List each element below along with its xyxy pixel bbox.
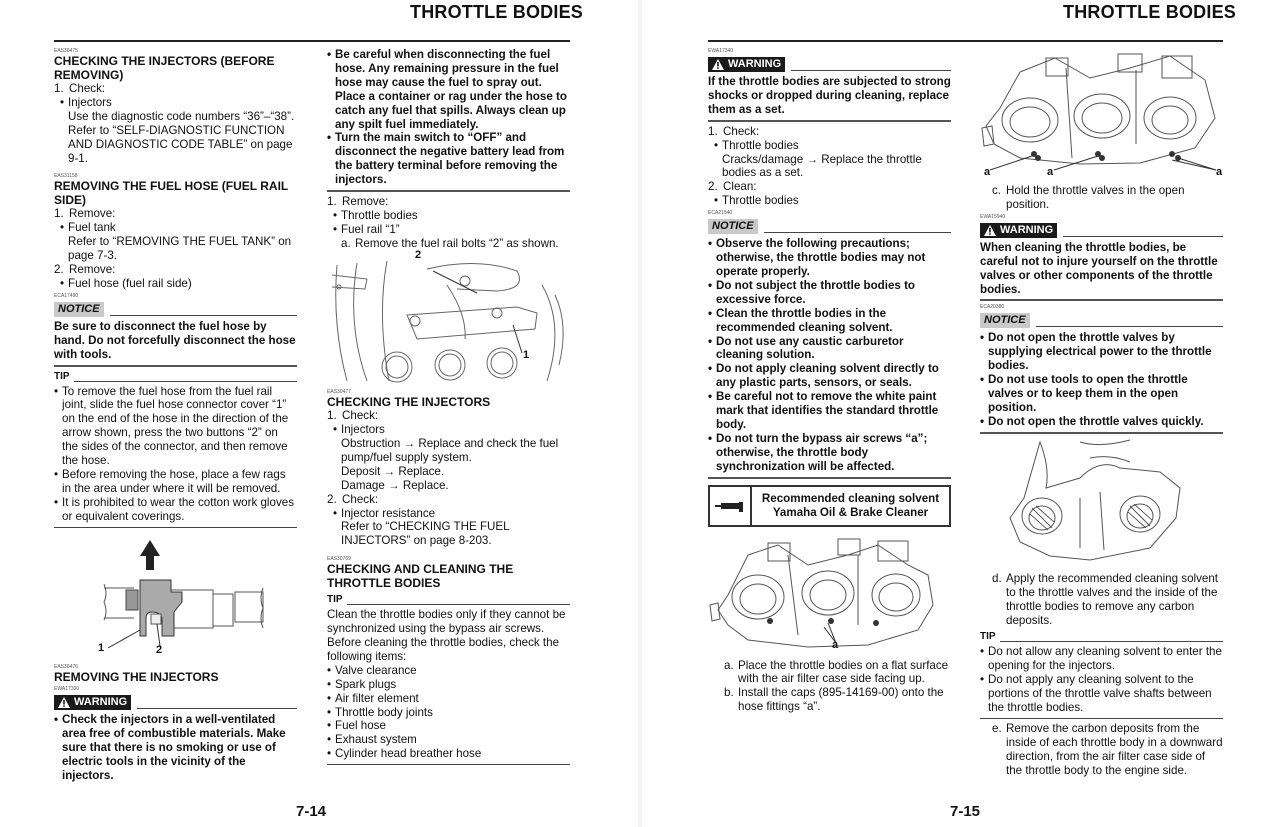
divider — [980, 432, 1223, 434]
warning-badge: WARNING — [54, 695, 131, 710]
fuel-rail-figure — [327, 248, 570, 383]
warning-code: EWA17340 — [708, 48, 734, 54]
arrow-up-icon — [146, 554, 154, 570]
section-heading: REMOVING THE INJECTORS — [54, 669, 219, 684]
step-item: 1. Remove: — [54, 207, 116, 221]
figure-label: a — [984, 166, 991, 178]
throttle-bodies-figure — [708, 535, 951, 655]
step-item: 1. Remove: — [327, 195, 389, 209]
bullet-item: • Injectors — [60, 95, 112, 109]
right-column-2 — [980, 46, 1223, 777]
divider — [327, 190, 570, 192]
throttle-cleaning-diagram — [980, 438, 1223, 568]
step-text: Cracks/damage → Replace the throttle bodies as a set. — [722, 152, 922, 180]
notice-header — [980, 313, 1223, 328]
notice-item: • Do not use any caustic carburetor cleaning solution. — [708, 334, 904, 362]
throttle-bodies-diagram — [708, 535, 951, 655]
notice-item: • Do not open the throttle valves quickly. — [980, 414, 1204, 428]
section-code: EAS30477 — [327, 388, 351, 395]
right-page — [642, 0, 1280, 827]
warning-badge: WARNING — [708, 57, 785, 72]
header-rule — [708, 40, 1223, 42]
step-text: Deposit → Replace. — [341, 464, 445, 478]
sub-step: d. Apply the recommended cleaning solvent to the throttle valves and the inside of the throttle bodies to remove any carbon deposits. — [992, 571, 1219, 627]
step-item: 1. Check: — [54, 82, 106, 95]
notice-item: • Do not subject the throttle bodies to excessive force. — [708, 278, 916, 306]
tip-label: TIP — [327, 594, 343, 606]
bullet-item: • Injectors — [333, 423, 385, 437]
figure-label: 1 — [523, 348, 530, 361]
section-code: EAS30769 — [327, 556, 351, 563]
bullet-item: • Fuel tank — [60, 221, 116, 235]
tip-item: • It is prohibited to wear the cotton work gloves or equivalent coverings. — [54, 495, 294, 523]
tip-item: • Fuel hose — [327, 719, 386, 733]
notice-text: Be sure to disconnect the fuel hose by hand. Do not forcefully disconnect the hose with tools. — [54, 319, 296, 361]
notice-code: ECA17490 — [54, 292, 79, 299]
warning-header — [980, 223, 1223, 238]
warning-triangle-icon — [984, 225, 996, 236]
warning-code: EWA15940 — [980, 213, 1006, 220]
tip-text: Clean the throttle bodies only if they cannot be synchronized using the bypass air screws. Before cleaning the throttle bodies, check the following items: — [327, 608, 566, 663]
solvent-label: Recommended cleaning solvent — [761, 491, 940, 505]
divider — [54, 527, 297, 528]
section-heading: CHECKING THE INJECTORS — [327, 394, 491, 409]
bullet-item: • Fuel rail “1” — [333, 222, 400, 236]
left-column-2 — [327, 46, 570, 768]
bullet-item: • Fuel hose (fuel rail side) — [60, 276, 192, 290]
step-item: 1. Check: — [708, 124, 760, 138]
recommended-solvent-box — [708, 485, 951, 527]
tip-item: • Air filter element — [327, 691, 419, 705]
tip-label: TIP — [54, 370, 70, 382]
step-item: 2. Remove: — [54, 263, 116, 277]
sub-step: a. Remove the fuel rail bolts “2” as shown. — [341, 236, 559, 250]
warning-code: EWA17330 — [54, 686, 80, 693]
sub-step: e. Remove the carbon deposits from the inside of each throttle body in a downward direction, from the air filter case side of the throttle body to the engine side. — [992, 721, 1223, 777]
sub-step: c. Hold the throttle valves in the open position. — [992, 184, 1185, 211]
left-column-1 — [54, 46, 297, 783]
tip-item: • Cylinder head breather hose — [327, 747, 482, 761]
warning-text: If the throttle bodies are subjected to strong shocks or dropped during cleaning, replace them as a set. — [708, 75, 951, 116]
tip-item: • To remove the fuel hose from the fuel rail joint, slide the fuel hose connector cover “1” on the end of the hose in the direction of the arrow shown, press the two buttons “2” on the sides of the connector, and then remove the hose. — [54, 384, 289, 468]
fuel-rail-diagram — [327, 255, 570, 383]
figure-label: 2 — [156, 643, 163, 656]
tip-item: • Valve clearance — [327, 663, 417, 677]
tip-header — [980, 630, 1223, 644]
divider — [54, 365, 297, 367]
notice-label: NOTICE — [980, 313, 1030, 328]
tip-item: • Exhaust system — [327, 733, 417, 747]
step-text: Use the diagnostic code numbers “36”–“38”. Refer to “SELF-DIAGNOSTIC FUNCTION AND DIAGNOSTIC CODE TABLE” on page 9-1. — [68, 109, 295, 165]
notice-item: • Observe the following precautions; otherwise, the throttle bodies may not operate properly. — [708, 237, 926, 278]
step-text: Refer to “CHECKING THE FUEL INJECTORS” on page 8-203. — [341, 520, 510, 548]
connector-diagram — [54, 532, 297, 660]
step-item: 2. Check: — [327, 492, 379, 506]
section-code: EAS31158 — [54, 173, 78, 180]
page-title: THROTTLE BODIES — [1063, 2, 1236, 22]
bullet-item: • Throttle bodies — [714, 194, 799, 208]
step-text: Damage → Replace. — [341, 478, 449, 492]
bullet-item: • Injector resistance — [333, 506, 436, 520]
section-heading: CHECKING AND CLEANING THE THROTTLE BODIES — [327, 562, 514, 590]
divider — [708, 477, 951, 479]
divider — [980, 299, 1223, 301]
warning-item: • Turn the main switch to “OFF” and disconnect the negative battery lead from the battery terminal before removing the injectors. — [327, 131, 565, 187]
sub-step: a. Place the throttle bodies on a flat surface with the air filter case side facing up. — [724, 658, 949, 686]
warning-header — [708, 57, 951, 72]
warning-item: • Be careful when disconnecting the fuel hose. Any remaining pressure in the fuel hose may cause the fuel to spray out. Place a container or rag under the hose to catch any fuel that spills. Always clean up any spilt fuel immediately. — [327, 48, 567, 131]
section-heading: REMOVING THE FUEL HOSE (FUEL RAIL SIDE) — [54, 179, 289, 207]
tip-item: • Before removing the hose, place a few rags in the area under where it will be removed. — [54, 467, 286, 495]
notice-item: • Do not turn the bypass air screws “a”; otherwise, the throttle body synchronization will be affected. — [708, 431, 928, 473]
tip-item: • Do not allow any cleaning solvent to enter the opening for the injectors. — [980, 645, 1222, 673]
step-item: 1. Check: — [327, 409, 379, 423]
section-code: EAS30475 — [54, 48, 78, 54]
section-code: EAS30476 — [54, 663, 78, 670]
bullet-item: • Throttle bodies — [714, 138, 799, 152]
divider — [708, 120, 951, 122]
step-item: 2. Clean: — [708, 180, 757, 194]
fuel-hose-connector-figure — [54, 532, 297, 660]
tip-item: • Do not apply any cleaning solvent to the portions of the throttle valve shafts between the throttle bodies. — [980, 673, 1212, 714]
cleaning-figure — [980, 438, 1223, 568]
solvent-name: Yamaha Oil & Brake Cleaner — [772, 505, 929, 519]
figure-label: a — [1216, 166, 1223, 178]
warning-item: • Check the injectors in a well-ventilated area free of combustible materials. Make sure that there is no smoking or use of electric tools in the vicinity of the injectors. — [54, 713, 286, 782]
page-number: 7-14 — [296, 803, 327, 820]
page-number: 7-15 — [950, 803, 981, 820]
tip-item: • Throttle body joints — [327, 705, 433, 719]
notice-label: NOTICE — [54, 302, 104, 317]
page-title: THROTTLE BODIES — [410, 2, 583, 22]
header-rule — [54, 40, 570, 42]
sub-step: b. Install the caps (895-14169-00) onto the hose fittings “a”. — [724, 686, 944, 714]
notice-header — [708, 219, 951, 234]
step-text: Obstruction → Replace and check the fuel pump/fuel supply system. — [341, 437, 559, 464]
notice-code: ECA21540 — [708, 210, 733, 217]
warning-triangle-icon — [712, 59, 724, 70]
throttle-valves-diagram — [980, 48, 1223, 180]
notice-item: • Do not apply cleaning solvent directly to any plastic parts, sensors, or seals. — [708, 362, 939, 390]
notice-item: • Be careful not to remove the white paint mark that identifies the standard throttle body. — [708, 390, 939, 431]
tip-header — [327, 593, 570, 607]
notice-code: ECA20380 — [980, 304, 1005, 311]
tip-item: • Spark plugs — [327, 677, 397, 691]
notice-label: NOTICE — [708, 219, 758, 234]
figure-label: 2 — [415, 248, 422, 261]
spray-can-icon — [710, 487, 752, 525]
right-column-1 — [708, 46, 951, 714]
tip-label: TIP — [980, 631, 996, 643]
notice-item: • Do not open the throttle valves by supplying electrical power to the throttle bodies. — [980, 331, 1212, 373]
figure-label: 1 — [98, 641, 105, 654]
warning-badge: WARNING — [980, 223, 1057, 238]
tip-header — [54, 370, 297, 384]
notice-header — [54, 302, 297, 317]
section-heading: CHECKING THE INJECTORS (BEFORE REMOVING) — [54, 54, 275, 82]
notice-item: • Do not use tools to open the throttle valves or to keep them in the open position. — [980, 373, 1188, 414]
step-text: Refer to “REMOVING THE FUEL TANK” on page 7-3. — [68, 235, 292, 263]
divider — [327, 764, 570, 765]
figure-label: a — [1047, 166, 1054, 178]
bullet-item: • Throttle bodies — [333, 208, 418, 222]
throttle-valves-figure — [980, 48, 1223, 180]
warning-header — [54, 695, 297, 710]
figure-label: a — [832, 638, 839, 651]
left-page — [0, 0, 638, 827]
divider — [980, 718, 1223, 719]
warning-triangle-icon — [58, 697, 70, 708]
notice-item: • Clean the throttle bodies in the recommended cleaning solvent. — [708, 306, 893, 334]
warning-text: When cleaning the throttle bodies, be careful not to injure yourself on the throttle valves or other components of the throttle bodies. — [980, 240, 1218, 296]
